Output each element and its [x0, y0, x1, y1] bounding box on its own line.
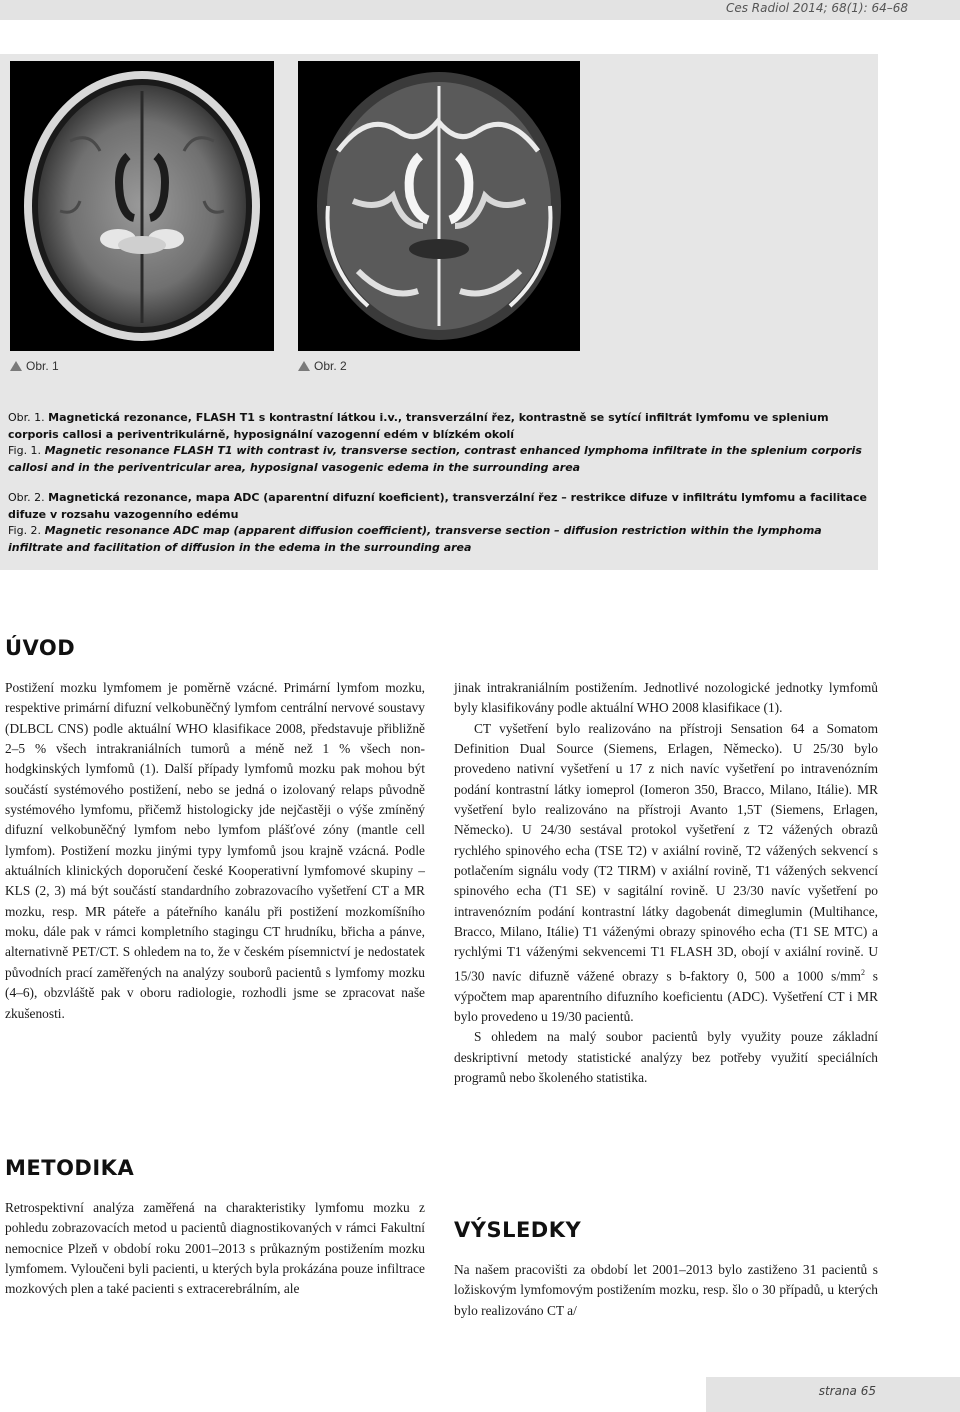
caption-2-en: Fig. 2. Magnetic resonance ADC map (apparent diffusion coefficient), transverse section – diffusion restriction within the lymphoma infiltrate and facilitation of diffusion in the edema in the surrounding area: [8, 524, 822, 554]
section-title-uvod: ÚVOD: [5, 636, 76, 660]
mri-image-adc-map: [298, 61, 580, 351]
figure-captions: [8, 410, 872, 556]
running-head: [0, 0, 960, 20]
caption-1-en: Fig. 1. Magnetic resonance FLASH T1 with contrast iv, transverse section, contrast enhanced lymphoma infiltrate in the splenium corporis callosi and in the periventricular area, hyposignal vasogenic edema in the surrounding area: [8, 444, 862, 474]
triangle-up-icon: [298, 361, 310, 371]
right-paragraph-2: CT vyšetření bylo realizováno na přístroji Sensation 64 a Somatom Definition Dual Source (Siemens, Erlagen, Německo). U 25/30 bylo provedeno nativní vyšetření u 17 z nich navíc vyšetření po intravenózním podání kontrastní látky iomeprol (Iomeron 350, Bracco, Milano, Itálie). MR vyšetření bylo realizováno na přístroji Avanto 1,5T (Siemens, Erlagen, Německo). U 24/30 sestával protokol vyšetření z T2 vážených obrazů rychlého spinového echa (TSE T2) v axiální rovině, T2 vážených sekvencí s potlačením signálu vody (T2 TIRM) v axiální rovině, T1 vážených sekvencí spinového echa (T1 SE) v sagitální rovině. U 23/30 navíc vyšetření po intravenózním podání kontrastní látky dagobenát dimeglumin (Multihance, Bracco, Milano, Itálie) T1 váženými obrazy spinového echa (T1 SE MTC) a rychlými T1 váženými sekvencemi T1 FLASH 3D, obojí v axiální rovině. U 15/30 navíc difuzně vážené obrazy s b-faktory 0, 500 a 1000 $s/mm^2$ s výpočtem map aparentního difuzního koeficientu (ADC). Vyšetření CT i MR bylo provedeno u 19/30 pacientů.: [454, 720, 878, 1024]
page-number: strana 65: [818, 1384, 876, 1398]
figure-label-2: Obr. 2: [298, 359, 347, 373]
vysledky-paragraph: Na našem pracovišti za období let 2001–2013 bylo zastiženo 31 pacientů s ložiskovým lymfomovým postižením mozku, resp. šlo o 30 případů, u kterých bylo realizováno CT a/: [454, 1262, 878, 1318]
right-paragraph-3: S ohledem na malý soubor pacientů byly využity pouze základní deskriptivní metody statistické analýzy bez potřeby využití speciálních programů nebo školeného statistika.: [454, 1029, 878, 1085]
right-paragraph-1: jinak intrakraniálním postižením. Jednotlivé nozologické jednotky lymfomů byly klasifikovány podle aktuální WHO 2008 klasifikace (1).: [454, 680, 878, 716]
section-title-metodika: METODIKA: [5, 1156, 135, 1180]
page-footer: [706, 1377, 960, 1412]
caption-2-cz: Obr. 2. Magnetická rezonance, mapa ADC (aparentní difuzní koeficient), transverzální řez – restrikce difuze v infiltrátu lymfomu a facilitace difuze v rozsahu vazogenního edému: [8, 491, 867, 521]
left-column-metodika: [5, 1198, 425, 1300]
right-column: [454, 678, 878, 1088]
metodika-paragraph: Retrospektivní analýza zaměřená na charakteristiky lymfomu mozku z pohledu zobrazovacích metod u pacientů diagnostikovaných v rámci Fakultní nemocnice Plzeň v období roku 2001–2013 s průkazným postižením mozku lymfomem. Vyloučeni byli pacienti, u kterých byla prokázána pouze infiltrace mozkových plen a také pacienti s extracerebrálním, ale: [5, 1200, 425, 1297]
figure-label-1: Obr. 1: [10, 359, 59, 373]
triangle-up-icon: [10, 361, 22, 371]
caption-1-cz: Obr. 1. Magnetická rezonance, FLASH T1 s kontrastní látkou i.v., transverzální řez, kontrastně se sytící infiltrát lymfomu ve splenium corporis callosi a periventrikulárně, hyposignální vazogenní edém v blízkém okolí: [8, 411, 829, 441]
journal-citation: Ces Radiol 2014; 68(1): 64–68: [725, 1, 908, 15]
mri-image-flash-t1: [10, 61, 274, 351]
left-column-uvod: [5, 678, 425, 1024]
right-column-vysledky: [454, 1260, 878, 1321]
uvod-paragraph: Postižení mozku lymfomem je poměrně vzácné. Primární lymfom mozku, respektive primární difuzní velkobuněčný lymfom centrální nervové soustavy (DLBCL CNS) podle aktuální WHO klasifikace 2008, představuje přibližně 2–5 % všech intrakraniálních tumorů a méně než 1 % všech non-hodgkinských lymfomů (1). Další případy lymfomů mozku pak mohou být součástí systémového postižení, nebo se jedná o izolovaný relaps původně systémového lymfomu, přičemž histologicky jde nejčastěji o výše zmíněný difuzní velkobuněčný lymfom nebo lymfom plášťové zóny (mantle cell lymfom). Postižení mozku jinými typy lymfomů jsou krajně vzácná. Podle aktuálních klinických doporučení české Kooperativní lymfomové skupiny – KLS (2, 3) má být součástí standardního zobrazovacího vyšetření CT a MR mozku, resp. MR páteře a páteřního kanálu při postižení mozkomíšního moku, dále pak v rámci kompletního stagingu CT hrudníku, břicha a pánve, alternativně PET/CT. S ohledem na to, že v českém písemnictví je nedostatek původních prací zaměřených na analýzy souborů pacientů s lymfomy mozku (4–6), obzvláště pak v oboru radiologie, rozhodli jsme se zpracovat naše zkušenosti.: [5, 680, 425, 1021]
section-title-vysledky: VÝSLEDKY: [454, 1218, 582, 1242]
